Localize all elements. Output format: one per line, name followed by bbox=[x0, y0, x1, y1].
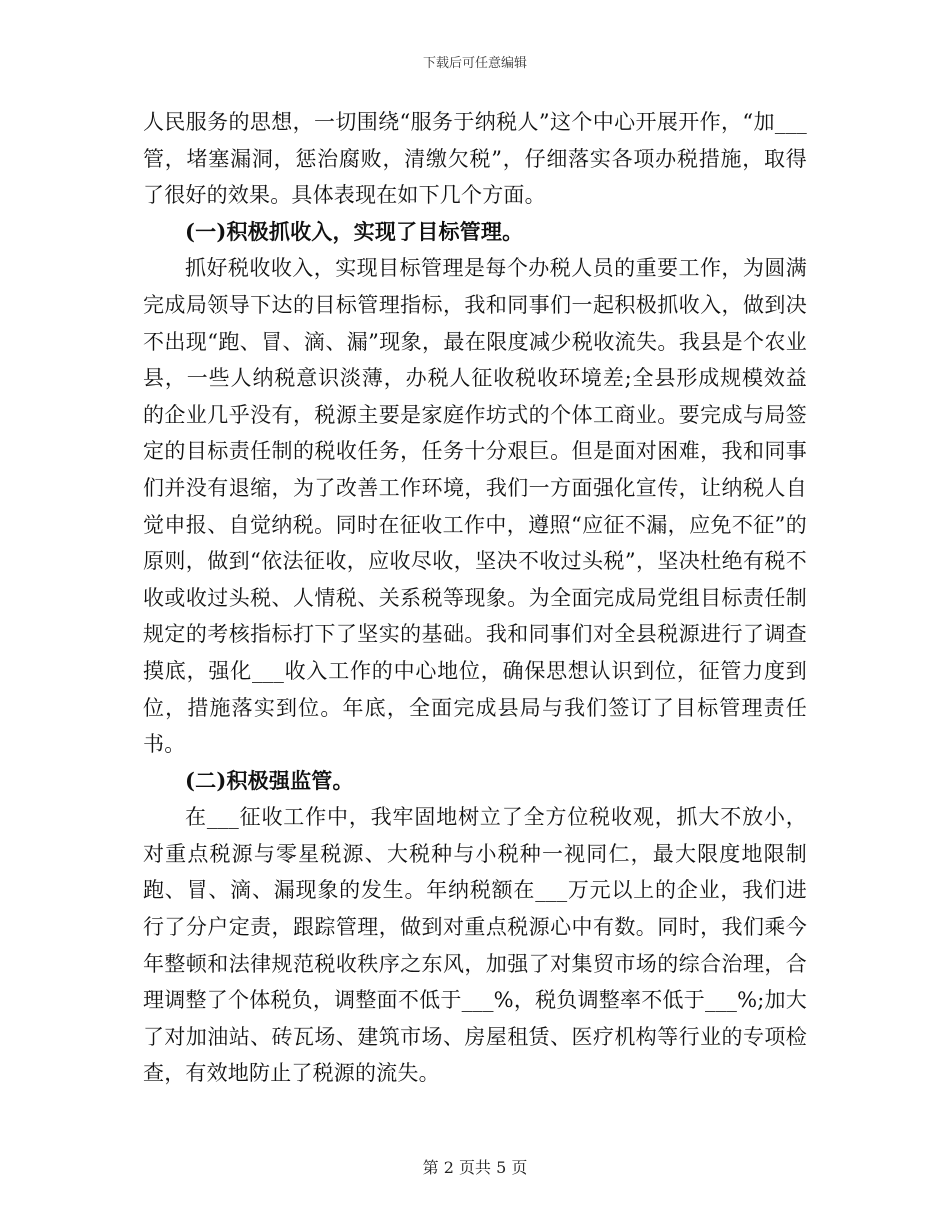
page-header: 下载后可任意编辑 bbox=[422, 56, 527, 71]
paragraph-section-1: 抓好税收收入，实现目标管理是每个办税人员的重要工作，为圆满完成局领导下达的目标管理指标，我和同事们一起积极抓收入，做到决不出现“跑、冒、滴、漏”现象，最在限度减少税收流失。我县是个农业县，一些人纳税意识淡薄，办税人征收税收环境差;全县形成规模效益的企业几乎没有，税源主要是家庭作坊式的个体工商业。要完成与局签定的目标责任制的税收任务，任务十分艰巨。但是面对困难，我和同事们并没有退缩，为了改善工作环境，我们一方面强化宣传，让纳税人自觉申报、自觉纳税。同时在征收工作中，遵照“应征不漏，应免不征”的原则，做到“依法征收，应收尽收，坚决不收过头税”，坚决杜绝有税不收或收过头税、人情税、关系税等现象。为全面完成局党组目标责任制规定的考核指标打下了坚实的基础。我和同事们对全县税源进行了调查摸底，强化___收入工作的中心地位，确保思想认识到位，征管力度到位，措施落实到位。年底，全面完成县局与我们签订了目标管理责任书。 bbox=[143, 256, 807, 757]
page-footer: 第 2 页共 5 页 bbox=[422, 1158, 528, 1177]
section-heading-1: (一)积极抓收入，实现了目标管理。 bbox=[185, 218, 524, 244]
section-heading-2: (二)积极强监管。 bbox=[185, 767, 354, 793]
document-body bbox=[143, 104, 807, 1092]
paragraph-intro: 人民服务的思想，一切围绕“服务于纳税人”这个中心开展开作，“加___管，堵塞漏洞，惩治腐败，清缴欠税”，仔细落实各项办税措施，取得了很好的效果。具体表现在如下几个方面。 bbox=[143, 110, 807, 208]
paragraph-section-2: 在___征收工作中，我牢固地树立了全方位税收观，抓大不放小，对重点税源与零星税源、大税种与小税种一视同仁，最大限度地限制跑、冒、滴、漏现象的发生。年纳税额在___万元以上的企业，我们进行了分户定责，跟踪管理，做到对重点税源心中有数。同时，我们乘今年整顿和法律规范税收秩序之东风，加强了对集贸市场的综合治理，合理调整了个体税负，调整面不低于___%，税负调整率不低于___%;加大了对加油站、砖瓦场、建筑市场、房屋租赁、医疗机构等行业的专项检查，有效地防止了税源的流失。 bbox=[143, 805, 807, 1086]
